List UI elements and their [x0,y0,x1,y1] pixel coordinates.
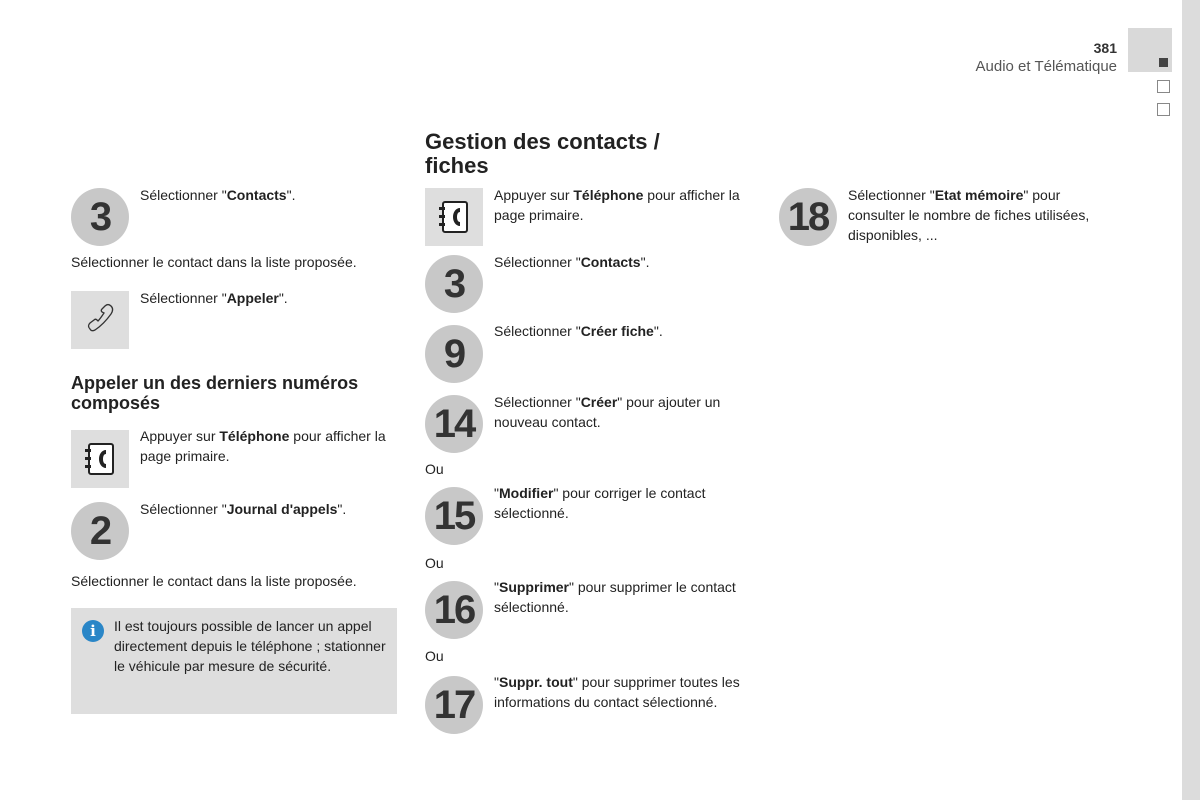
info-note-text: Il est toujours possible de lancer un appel directement depuis le téléphone ; stationner le véhicule par mesure de sécurité. [114,618,386,674]
chapter-marker-empty [1157,103,1170,116]
phone-handset-icon [71,291,129,349]
chapter-marker-filled [1159,58,1168,67]
step-text-creer: Sélectionner "Créer" pour ajouter un nouveau contact. [494,394,721,430]
step-text-contacts: Sélectionner "Contacts". [494,254,650,270]
telephone-book-icon [71,430,129,488]
heading-contacts-management: Gestion des contacts / fiches [425,129,660,178]
step-text-telephone: Appuyer sur Téléphone pour afficher la page primaire. [140,428,386,464]
step-badge-3: 3 [71,188,129,246]
step-badge-9: 9 [425,325,483,383]
step-text-contacts: Sélectionner "Contacts". [140,187,296,203]
step-text-journal: Sélectionner "Journal d'appels". [140,501,347,517]
section-title: Audio et Télématique [975,58,1117,75]
instruction-select-contact: Sélectionner le contact dans la liste proposée. [71,254,357,270]
step-badge-17: 17 [425,676,483,734]
or-label: Ou [425,461,444,477]
telephone-book-icon [425,188,483,246]
instruction-select-contact: Sélectionner le contact dans la liste proposée. [71,573,357,589]
step-text-telephone: Appuyer sur Téléphone pour afficher la page primaire. [494,187,740,223]
step-text-creer-fiche: Sélectionner "Créer fiche". [494,323,663,339]
or-label: Ou [425,555,444,571]
or-label: Ou [425,648,444,664]
step-badge-18: 18 [779,188,837,246]
page-edge-strip [1182,0,1200,800]
step-badge-15: 15 [425,487,483,545]
chapter-marker-empty [1157,80,1170,93]
step-text-suppr-tout: "Suppr. tout" pour supprimer toutes les informations du contact sélectionné. [494,674,740,710]
step-text-etat-memoire: Sélectionner "Etat mémoire" pour consulter le nombre de fiches utilisées, disponibles, ... [848,187,1090,243]
step-text-supprimer: "Supprimer" pour supprimer le contact sélectionné. [494,579,736,615]
step-badge-16: 16 [425,581,483,639]
step-badge-3: 3 [425,255,483,313]
info-icon: i [82,620,104,642]
step-badge-14: 14 [425,395,483,453]
step-text-appeler: Sélectionner "Appeler". [140,290,288,306]
heading-recent-calls: Appeler un des derniers numéros composés [71,373,359,413]
step-text-modifier: "Modifier" pour corriger le contact sélectionné. [494,485,706,521]
step-badge-2: 2 [71,502,129,560]
page-number: 381 [1093,40,1117,56]
